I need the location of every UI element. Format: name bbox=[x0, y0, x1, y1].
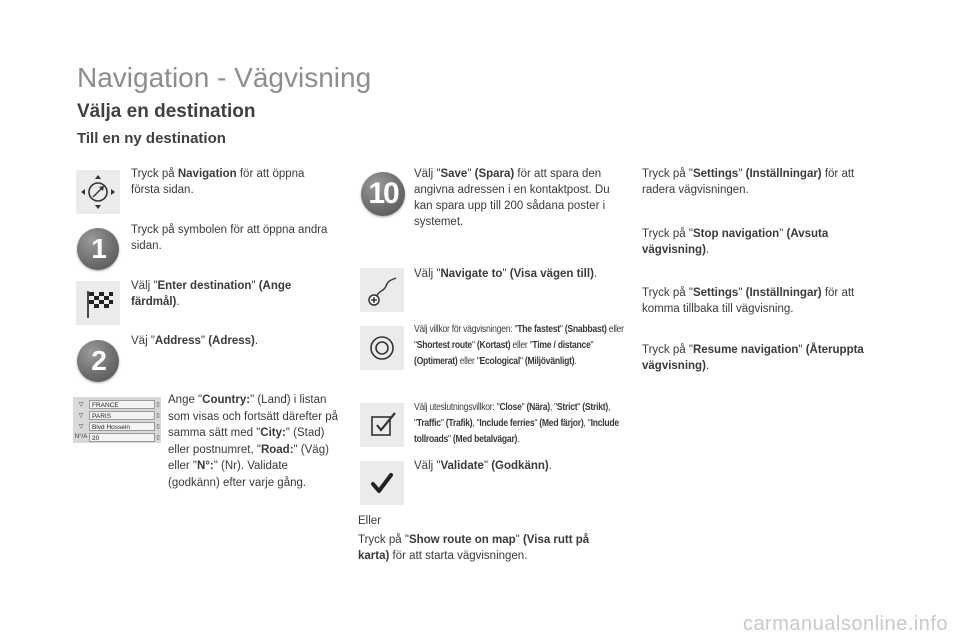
text: Tryck på " bbox=[642, 168, 693, 180]
text: " bbox=[502, 268, 510, 280]
text-bold: Resume navigation bbox=[692, 344, 799, 356]
exclusion-icon bbox=[360, 403, 404, 447]
text-bold: (Med betalvägar) bbox=[452, 434, 518, 445]
text-bold: (Spara) bbox=[474, 168, 515, 180]
step-show-route bbox=[358, 532, 620, 564]
text-bold: Ecological bbox=[479, 356, 520, 367]
step-save bbox=[414, 166, 618, 230]
text-bold: Navigation bbox=[177, 168, 237, 180]
section-heading: Välja en destination bbox=[77, 101, 256, 122]
text-bold: Include tollroads bbox=[414, 418, 619, 445]
text-bold: Strict bbox=[556, 402, 578, 413]
text: . bbox=[548, 460, 552, 472]
text: Välj " bbox=[414, 268, 441, 280]
text: . bbox=[254, 335, 259, 347]
text-bold: Settings bbox=[692, 168, 739, 180]
subsection-heading: Till en ny destination bbox=[77, 130, 226, 147]
text: " (Nr). Validate (godkänn) efter varje gång. bbox=[168, 460, 307, 489]
text: , " bbox=[472, 418, 480, 429]
joystick-icon bbox=[76, 170, 120, 214]
text: Välj villkor för vägvisningen: " bbox=[414, 324, 518, 335]
text: " bbox=[798, 344, 806, 356]
text-bold: (Snabbast) bbox=[564, 324, 607, 335]
address-row-number bbox=[73, 432, 161, 442]
text-bold: (Miljövänligt) bbox=[524, 356, 575, 367]
step-open-second-page bbox=[131, 222, 331, 254]
step-navigate-to bbox=[414, 266, 624, 282]
text-bold: (Strikt) bbox=[582, 402, 608, 413]
text: . bbox=[574, 356, 577, 367]
route-criteria-icon bbox=[360, 326, 404, 370]
text: " bbox=[738, 287, 746, 299]
row-key: ▽ bbox=[78, 423, 84, 430]
text-bold: (Kortast) bbox=[476, 340, 511, 351]
text: " bbox=[471, 340, 477, 351]
row-key: ▽ bbox=[78, 401, 84, 408]
text-bold: Enter destination bbox=[157, 280, 252, 292]
step-address bbox=[131, 333, 331, 349]
text-bold: Shortest route bbox=[416, 340, 472, 351]
text-bold: Address bbox=[154, 335, 201, 347]
text-bold: Road: bbox=[260, 443, 294, 456]
step-enter-destination bbox=[131, 278, 331, 310]
step-validate bbox=[414, 458, 614, 474]
text-bold: City: bbox=[260, 427, 286, 439]
text-bold: N°: bbox=[197, 460, 214, 472]
text: . bbox=[517, 434, 520, 445]
text-bold: Include ferries bbox=[479, 418, 535, 429]
row-value: PARIS bbox=[89, 411, 155, 420]
text: , " bbox=[583, 418, 591, 429]
checkered-flag-icon bbox=[76, 281, 120, 325]
row-end: ▯ bbox=[156, 434, 160, 441]
checkmark-icon bbox=[360, 461, 404, 505]
text-bold: (Inställningar) bbox=[745, 168, 822, 180]
step-badge-2: 2 bbox=[77, 340, 119, 382]
text-bold: Stop navigation bbox=[692, 228, 780, 240]
step-open-navigation bbox=[131, 166, 331, 198]
text: för att öppna första sidan. bbox=[131, 168, 305, 196]
text: " bbox=[515, 534, 523, 546]
address-row-city bbox=[73, 410, 161, 420]
text-bold: (Med färjor) bbox=[539, 418, 584, 429]
text: Tryck på " bbox=[642, 344, 693, 356]
text: Tryck på " bbox=[642, 228, 693, 240]
address-form-icon bbox=[73, 397, 161, 443]
text: Välj " bbox=[414, 460, 441, 472]
text: " (Land) i listan som visas och fortsätt därefter på samma sätt med " bbox=[168, 394, 339, 439]
text: " bbox=[519, 356, 525, 367]
text: . bbox=[705, 244, 710, 256]
text: " bbox=[483, 460, 492, 472]
text-bold: (Återuppta vägvisning) bbox=[642, 344, 864, 372]
row-key: ▽ bbox=[78, 412, 84, 419]
text-bold: (Ange färdmål) bbox=[131, 280, 292, 308]
text: för att spara den angivna adressen i en kontaktpost. Du kan spara upp till 200 sådana poster i systemet. bbox=[414, 168, 610, 228]
address-row-country bbox=[73, 399, 161, 409]
text: Välj " bbox=[131, 280, 158, 292]
text: Tryck på " bbox=[358, 534, 409, 546]
text: " (Stad) eller postnumret, " bbox=[168, 427, 325, 456]
text: Tryck på bbox=[131, 168, 178, 180]
text-bold: (Nära) bbox=[526, 402, 550, 413]
text: . bbox=[176, 296, 180, 308]
address-row-road bbox=[73, 421, 161, 431]
step-badge-10: 10 bbox=[361, 172, 405, 216]
text-bold: (Avsuta vägvisning) bbox=[642, 228, 829, 256]
row-key: N°/A bbox=[74, 434, 88, 440]
text: " bbox=[590, 340, 594, 351]
text-bold: Show route on map bbox=[408, 534, 516, 546]
text: " bbox=[779, 228, 787, 240]
text: " bbox=[447, 434, 453, 445]
text: " bbox=[251, 280, 259, 292]
text-bold: Traffic bbox=[416, 418, 441, 429]
text-bold: Close bbox=[499, 402, 522, 413]
or-label: Eller bbox=[358, 515, 382, 527]
row-end: ▯ bbox=[156, 423, 160, 430]
text-bold: Navigate to bbox=[440, 268, 503, 280]
page-title: Navigation - Vägvisning bbox=[77, 62, 372, 93]
step-exclusion-criteria bbox=[414, 400, 625, 448]
text: Välj uteslutningsvillkor: " bbox=[414, 402, 500, 413]
text: . bbox=[705, 360, 710, 372]
text: . bbox=[593, 268, 598, 280]
text-bold: (Trafik) bbox=[445, 418, 473, 429]
text-bold: Save bbox=[440, 168, 468, 180]
text-bold: (Optimerat) bbox=[414, 356, 458, 367]
row-end: ▯ bbox=[156, 401, 160, 408]
text: för att komma tillbaka till vägvisning. bbox=[642, 287, 855, 315]
text: eller " bbox=[510, 340, 533, 351]
text: " bbox=[521, 402, 527, 413]
watermark: carmanualsonline.info bbox=[742, 613, 948, 635]
step-enter-address bbox=[168, 392, 340, 491]
step-route-criteria bbox=[414, 322, 625, 370]
text: " bbox=[200, 335, 209, 347]
text: Tryck på " bbox=[642, 287, 693, 299]
text: , " bbox=[414, 402, 611, 429]
text-bold: (Visa rutt på karta) bbox=[358, 534, 590, 562]
text: " (Väg) eller " bbox=[168, 443, 329, 472]
step-settings-clear bbox=[642, 166, 880, 198]
row-end: ▯ bbox=[156, 412, 160, 419]
text: eller " bbox=[414, 324, 624, 351]
step-settings-return bbox=[642, 285, 880, 317]
text: för att starta vägvisningen. bbox=[389, 550, 528, 562]
text-bold: The fastest bbox=[517, 324, 560, 335]
text: för att radera vägvisningen. bbox=[642, 168, 855, 196]
step-resume-navigation bbox=[642, 342, 888, 374]
text: Ange " bbox=[168, 394, 203, 406]
step-stop-navigation bbox=[642, 226, 880, 258]
text-bold: Time / distance bbox=[532, 340, 591, 351]
text: " bbox=[577, 402, 583, 413]
row-value: 20 bbox=[89, 433, 155, 442]
text: Välj " bbox=[414, 168, 441, 180]
step-badge-1: 1 bbox=[77, 228, 119, 270]
text: Väj " bbox=[131, 335, 155, 347]
text: " bbox=[440, 418, 446, 429]
text: " bbox=[738, 168, 746, 180]
text: eller " bbox=[457, 356, 480, 367]
navigate-to-icon bbox=[360, 268, 404, 312]
text: , " bbox=[549, 402, 557, 413]
row-value: FRANCE bbox=[89, 400, 155, 409]
text-bold: Country: bbox=[202, 394, 251, 406]
text: " bbox=[467, 168, 475, 180]
text-bold: (Adress) bbox=[208, 335, 255, 347]
text-bold: (Godkänn) bbox=[491, 460, 549, 472]
text: " bbox=[559, 324, 565, 335]
text: Tryck på symbolen för att öppna andra sidan. bbox=[131, 224, 328, 252]
text-bold: Validate bbox=[440, 460, 484, 472]
text-bold: (Inställningar) bbox=[745, 287, 822, 299]
text-bold: (Visa vägen till) bbox=[509, 268, 594, 280]
text: " bbox=[534, 418, 540, 429]
row-value: Blvd Hossein bbox=[89, 422, 155, 431]
text-bold: Settings bbox=[692, 287, 739, 299]
